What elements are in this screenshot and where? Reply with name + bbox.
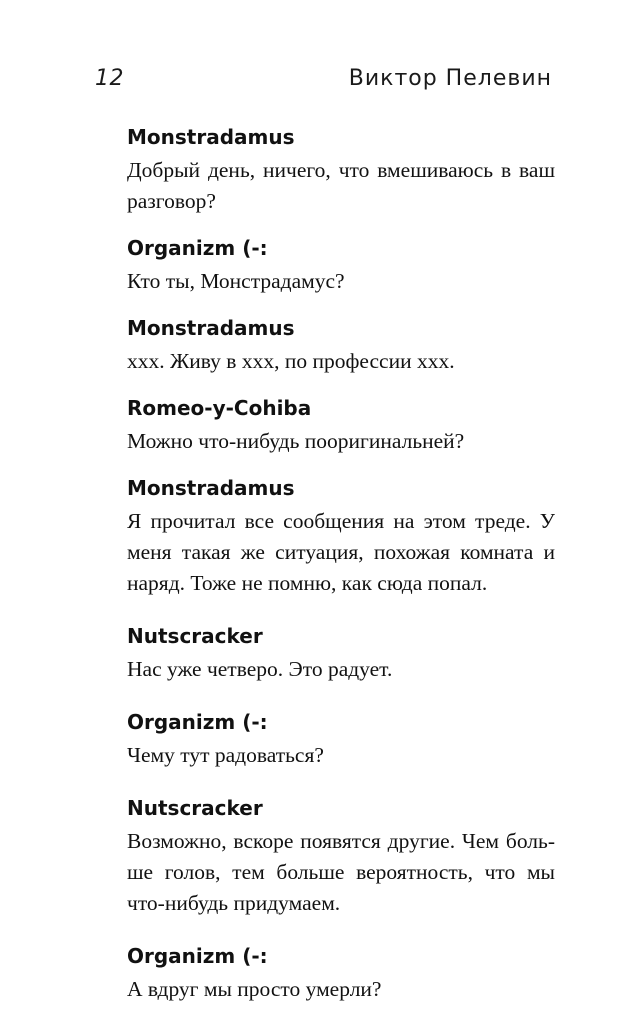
entry-author: Romeo-y-Cohiba	[127, 396, 312, 420]
entry-author: Organizm (-:	[127, 710, 268, 734]
running-head-author: Виктор Пелевин	[348, 66, 552, 91]
chat-entry	[127, 315, 555, 377]
chat-entry	[127, 475, 555, 599]
entry-author: Monstradamus	[127, 125, 295, 149]
entry-author: Organizm (-:	[127, 236, 268, 260]
entry-message: Нас уже четверо. Это радует.	[127, 657, 393, 681]
chat-entry	[127, 623, 555, 685]
chat-entry	[127, 124, 555, 217]
chat-entry	[127, 943, 555, 1005]
entry-author: Organizm (-:	[127, 944, 268, 968]
entry-message: Можно что-нибудь пооригинальней?	[127, 429, 465, 453]
entry-message: А вдруг мы просто умерли?	[127, 977, 382, 1001]
entry-message: Добрый день, ничего, что вмешиваюсь в ваш разговор?	[127, 158, 555, 213]
entry-message: ххх. Живу в ххх, по профессии ххх.	[127, 349, 455, 373]
chat-entry	[127, 795, 555, 919]
chat-entry	[127, 395, 555, 457]
page-number: 12	[95, 66, 124, 91]
entry-message: Я прочитал все сообщения на этом треде. У меня такая же ситуация, похожая комната и наряд. Тоже не помню, как сюда попал.	[127, 509, 555, 595]
chat-entry	[127, 235, 555, 297]
chat-transcript	[127, 124, 555, 1023]
entry-author: Nutscracker	[127, 796, 263, 820]
entry-message: Возможно, вскоре появятся другие. Чем больше голов, тем больше вероятность, что мы что-нибудь придумаем.	[127, 829, 555, 915]
entry-message: Кто ты, Монстрадамус?	[127, 269, 345, 293]
entry-author: Monstradamus	[127, 316, 295, 340]
chat-entry	[127, 709, 555, 771]
entry-author: Monstradamus	[127, 476, 295, 500]
entry-author: Nutscracker	[127, 624, 263, 648]
entry-message: Чему тут радоваться?	[127, 743, 324, 767]
